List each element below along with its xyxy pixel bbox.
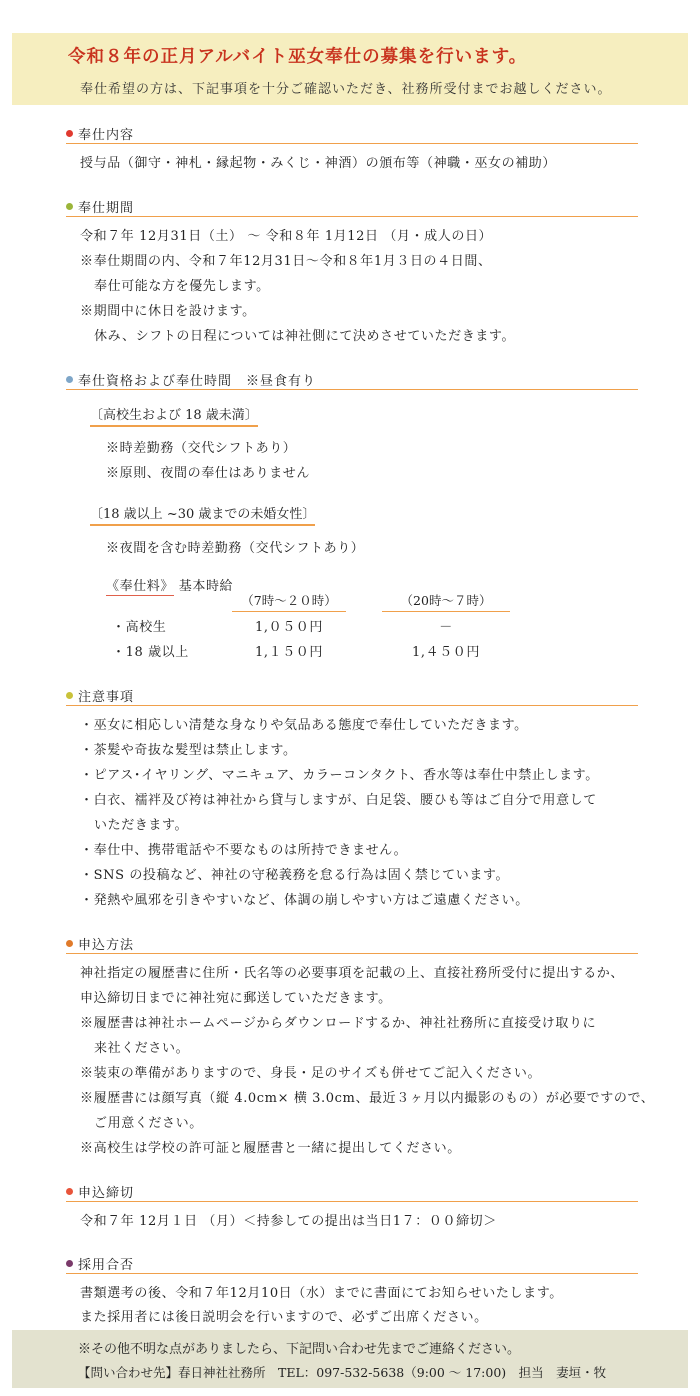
section-title: 奉仕期間 (78, 201, 135, 216)
section-header-deadline (66, 1182, 638, 1202)
application-line: ※履歴書は神社ホームページからダウンロードするか、神社社務所に直接受け取りに (80, 1016, 597, 1031)
pay-row-label: ・18 歳以上 (112, 645, 189, 660)
section-title: 申込締切 (78, 1186, 135, 1201)
deadline-line: 令和７年 12月１日 （月）＜持参しての提出は当日1７：００締切＞ (80, 1214, 497, 1229)
pay-column-night: （20時～７時） (382, 591, 510, 612)
header-banner (12, 33, 688, 105)
period-line: 奉仕可能な方を優先します。 (94, 279, 270, 294)
period-line: 休み、シフトの日程については神社側にて決めさせていただきます。 (94, 329, 516, 344)
section-header-result (66, 1254, 638, 1274)
pay-row-night: 1,４５０円 (411, 645, 480, 660)
section-title: 奉仕内容 (78, 128, 135, 143)
section-title: 奉仕資格および奉仕時間 ※昼食有り (78, 374, 317, 389)
section-header-application (66, 934, 638, 954)
section-title: 採用合否 (78, 1258, 135, 1273)
period-line: ※期間中に休日を設けます。 (80, 304, 256, 319)
pay-suffix: 基本時給 (178, 579, 234, 594)
note-line: ・発熱や風邪を引きやすいなど、体調の崩しやすい方はご遠慮ください。 (80, 893, 529, 908)
qualification-line: ※夜間を含む時差勤務（交代シフトあり） (106, 541, 365, 556)
bullet-dot-icon (66, 940, 73, 947)
application-line: 来社ください。 (94, 1041, 190, 1056)
group-heading-adult: 〔18 歳以上 ~30 歳までの未婚女性〕 (90, 503, 315, 526)
application-line: ※高校生は学校の許可証と履歴書と一緒に提出してください。 (80, 1141, 461, 1156)
page-title: 令和８年の正月アルバイト巫女奉仕の募集を行います。 (68, 47, 528, 67)
page-subtitle: 奉仕希望の方は、下記事項を十分ご確認いただき、社務所受付までお越しください。 (80, 82, 612, 97)
section-title: 注意事項 (78, 690, 135, 705)
result-line: 書類選考の後、令和７年12月10日（水）までに書面にてお知らせいたします。 (80, 1286, 563, 1301)
section-header-qualification (66, 370, 638, 390)
section-header-content (66, 124, 638, 144)
pay-row-night: － (439, 620, 453, 635)
note-line: ・巫女に相応しい清楚な身なりや気品ある態度で奉仕していただきます。 (80, 718, 528, 733)
group-heading-under18: 〔高校生および 18 歳未満〕 (90, 404, 258, 427)
bullet-dot-icon (66, 203, 73, 210)
section-header-notes (66, 686, 638, 706)
pay-label: 《奉仕料》 (106, 575, 174, 596)
section-title: 申込方法 (78, 938, 135, 953)
note-line: ・奉仕中、携帯電話や不要なものは所持できません。 (80, 843, 408, 858)
application-line: ご用意ください。 (94, 1116, 203, 1131)
note-line: ・SNS の投稿など、神社の守秘義務を怠る行為は固く禁じています。 (80, 868, 510, 883)
period-line: 令和７年 12月31日（土） ～ 令和８年 1月12日 （月・成人の日） (80, 229, 493, 244)
note-line: ・茶髪や奇抜な髪型は禁止します。 (80, 743, 297, 758)
application-line: 神社指定の履歴書に住所・氏名等の必要事項を記載の上、直接社務所受付に提出するか、 (80, 966, 625, 981)
note-line: ・ピアス･イヤリング、マニキュア、カラーコンタクト、香水等は奉仕中禁止します。 (80, 768, 599, 783)
section-header-period (66, 197, 638, 217)
note-line: ・白衣、襦袢及び袴は神社から貸与しますが、白足袋、腰ひも等はご自分で用意して (80, 793, 597, 808)
pay-column-day: （7時～２０時） (232, 591, 346, 612)
application-line: 申込締切日までに神社宛に郵送していただきます。 (80, 991, 392, 1006)
note-line: いただきます。 (94, 818, 189, 833)
period-line: ※奉仕期間の内、令和７年12月31日～令和８年1月３日の４日間、 (80, 254, 492, 269)
application-line: ※装束の準備がありますので、身長・足のサイズも併せてご記入ください。 (80, 1066, 542, 1081)
bullet-dot-icon (66, 376, 73, 383)
application-line: ※履歴書には顔写真（縦 4.0cm× 横 3.0cm、最近３ヶ月以内撮影のもの）が必要ですので、 (80, 1091, 655, 1106)
bullet-dot-icon (66, 1260, 73, 1267)
bullet-dot-icon (66, 130, 73, 137)
pay-row-day: 1,０５０円 (254, 620, 323, 635)
content-line: 授与品（御守・神札・縁起物・みくじ・神酒）の頒布等（神職・巫女の補助） (80, 156, 557, 171)
footer-contact-info: 【問い合わせ先】春日神社社務所 TEL：097-532-5638（9:00 ～ 17:00) 担当 妻垣・牧 (78, 1365, 607, 1380)
bullet-dot-icon (66, 692, 73, 699)
pay-label-row (106, 575, 233, 596)
footer-contact (12, 1330, 688, 1388)
result-line: また採用者には後日説明会を行いますので、必ずご出席ください。 (80, 1310, 488, 1325)
qualification-line: ※時差勤務（交代シフトあり） (106, 441, 297, 456)
pay-row-day: 1,１５０円 (254, 645, 323, 660)
bullet-dot-icon (66, 1188, 73, 1195)
footer-note: ※その他不明な点がありましたら、下記問い合わせ先までご連絡ください。 (78, 1342, 521, 1357)
qualification-line: ※原則、夜間の奉仕はありません (106, 466, 311, 481)
pay-row-label: ・高校生 (112, 620, 167, 635)
